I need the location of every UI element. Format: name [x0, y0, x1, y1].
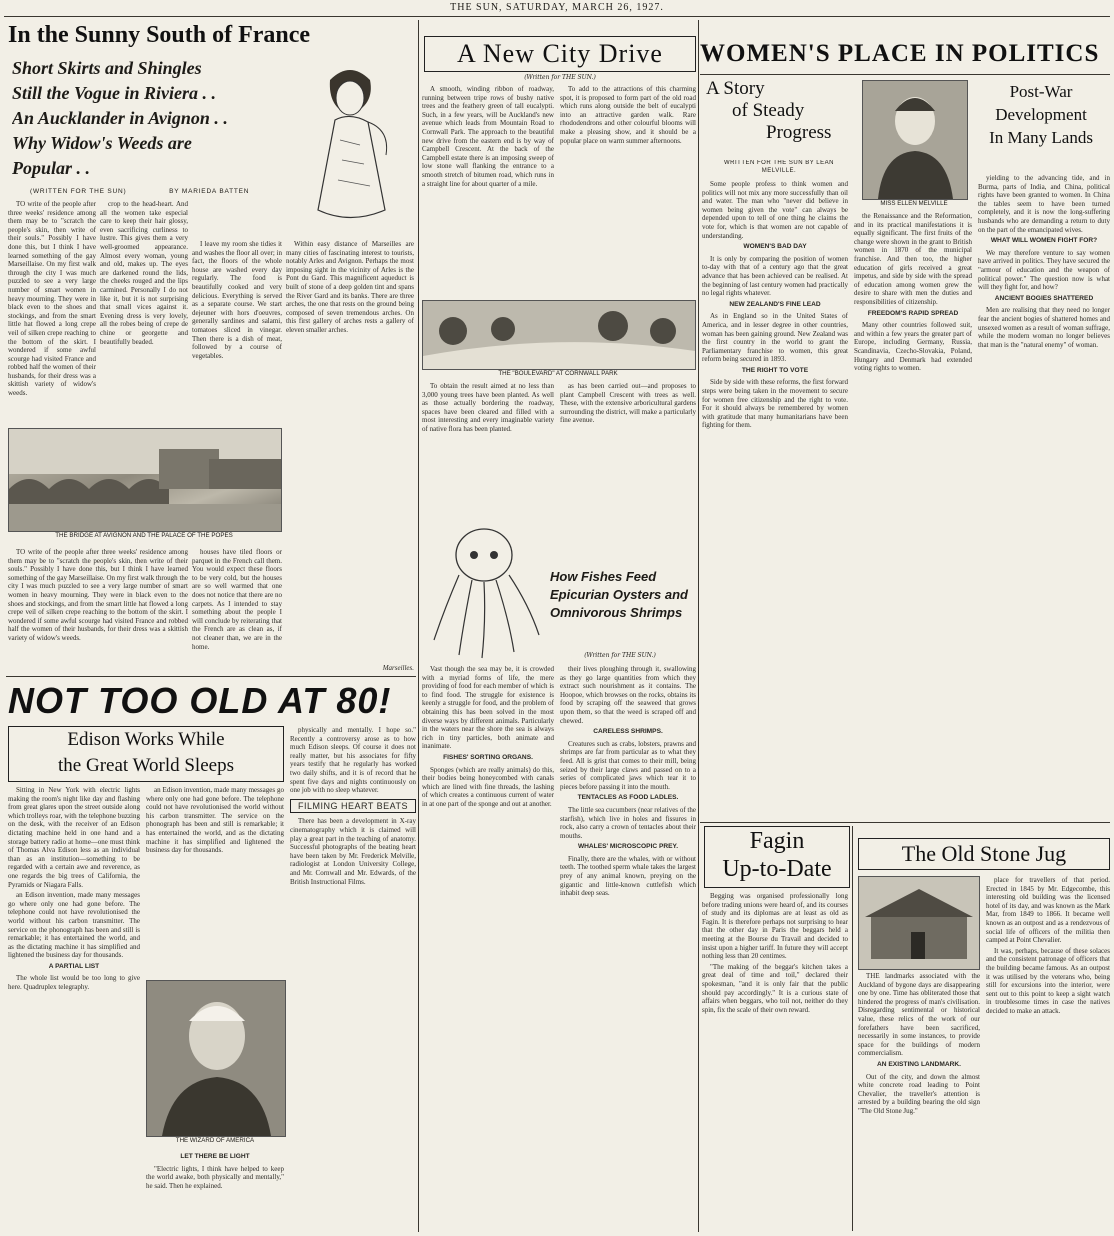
edison-col-3	[290, 726, 416, 1231]
citydrive-col-4-text: as has been carried out—and proposes to plant Campbell Crescent with trees as well. These, with the extensive arboricultural gardens surrounding the district, will make a particularly fine avenue.	[560, 382, 696, 425]
france-deck-line: Short Skirts and Shingles	[12, 58, 202, 78]
fishes-sub-4: WHALES' MICROSCOPIC PREY.	[577, 843, 679, 851]
edison-head-1: Edison Works While	[67, 729, 225, 750]
postwar-headline	[972, 80, 1110, 170]
women-story-line: A Story	[706, 78, 765, 99]
fagin-col-1	[702, 892, 848, 1231]
boulevard-caption: THE "BOULEVARD" AT CORNWALL PARK	[498, 370, 618, 377]
citydrive-col-2-text: To add to the attractions of this charming spot, it is proposed to form part of the old road which runs along outside the belt of eucalypti into an attractive garden walk. Rare rhododendrons and other colourful blooms will make a pleasing show, and it should be a popular place on warm summer afternoons.	[560, 85, 696, 145]
fagin-headline-box	[704, 826, 850, 888]
france-col-1-text: TO write of the people after three weeks' residence among them may be to "scratch the people's skin, then write of their souls." Possibly I have done this, but I think I have learned something of the gay Marseillaise. On my first walk through the city I was much puzzled to see a very large number of smart women in heavy mourning. They were in black even to the shoes and stockings, and from the smart little hat flowed a long crepe veil of silken crepe reaching to the bottom of the skirt. I wondered if some awful scourge had visited France and robbed half the women of their husbands, for their dress was a skittish variety of widow's weeds.	[8, 200, 96, 398]
citydrive-col-2	[560, 85, 696, 300]
edison-col-1-text-cont: an Edison invention, made many messages go where only one had gone before. The telephone could not have revolutionised the world without his carbon transmitter. The service on the phonograph has been and still is remarkable; it has entertained the world, and as the dictating machine it has simplified and lightened the business day for thousands.	[8, 891, 140, 960]
edison-col-3b-text: There has been a development in X-ray cinematography which it is claimed will play a great part in the teaching of anatomy. Successful photographs of the beating heart have been taken by Mr. Frederick Melville, radiologist at London University College, and Mr. Cornwall and Mr. Edwards, of the British Instructional Films.	[290, 817, 416, 886]
postwar-line: Development	[995, 105, 1087, 124]
stonejug-col-1	[858, 972, 980, 1231]
france-col-1	[8, 200, 96, 425]
fagin-col-2-text: "The making of the beggar's kitchen takes a great deal of time and toil," declared their spokesman, "and it is only fair that the public should pay accordingly." It is a curious state of affairs when beggars, who toil not, neither do they spin, fix the scale of their own reward.	[702, 962, 848, 1014]
women-col-1c-text: As in England so in the United States of America, and in lesser degree in other countries, woman has been gaining ground. New Zealand was the first country in the world to grant the Parliamentary franchise to women, this great reform being secured in 1893.	[702, 312, 848, 364]
edison-col-2-text: an Edison invention, made many messages go where only one had gone before. The telephone could not have revolutionised the world without his carbon transmitter. The service on the phonograph has been and still is remarkable; it has entertained the world, and as the dictating machine it has simplified and lightened the business day for thousands.	[146, 786, 284, 855]
women-sub-shattered: ANCIENT BOGIES SHATTERED	[994, 294, 1094, 302]
fishes-col-1	[422, 665, 554, 1231]
women-sub-fight: WHAT WILL WOMEN FIGHT FOR?	[990, 237, 1098, 245]
fishes-sub-3: TENTACLES AS FOOD LADLES.	[577, 794, 679, 802]
edison-photo-caption: THE WIZARD OF AMERICA	[175, 1137, 255, 1144]
france-deck	[12, 56, 282, 184]
fagin-col-1-text: Begging was organised professionally long before trading unions were heard of, and its courses of study and its diplomas are at least as old as Fagin. It is therefore perhaps not surprising to hear that the other day in Paris the beggars held a meeting at the Bourse du Travail and decided to insist upon a higher tariff. In future they will accept nothing less than 20 centimes.	[702, 892, 848, 961]
column-rule	[698, 20, 699, 1232]
edison-col-1	[8, 786, 140, 1231]
france-col-2	[100, 200, 188, 425]
postwar-line: Post-War	[1009, 82, 1073, 101]
edison-sub-light: LET THERE BE LIGHT	[180, 1153, 250, 1160]
france-col-6	[8, 548, 188, 673]
women-sub-nz: NEW ZEALAND'S FINE LEAD	[729, 300, 821, 308]
women-col-2b-text: Many other countries followed suit, and within a few years the greater part of Europe, including Germany, Russia, Scandinavia, Czecho-Slovakia, Poland, Hungary and Denmark had extended voting rights to women.	[854, 321, 972, 373]
france-deck-line: An Aucklander in Avignon . .	[12, 108, 228, 128]
women-banner: WOMEN'S PLACE IN POLITICS	[700, 40, 1100, 67]
octopus-illustration	[424, 520, 546, 660]
edison-head-2: the Great World Sleeps	[58, 755, 234, 776]
edison-photo	[146, 980, 286, 1137]
stonejug-col-1-text: THE landmarks associated with the Auckland of bygone days are disappearing one by one. Time has obliterated those that hindered the progress of man's civilisation. Disregarding sentimental or historical value, these relics of the work of our forefathers have been sacrificed, necessarily in some instances, to provide space for the buildings of modern commercialism.	[858, 972, 980, 1058]
stonejug-col-2-text: place for travellers of that period. Erected in 1845 by Mr. Edgecombe, this interesting old building was the licensed hotel of its day, and was known as the Mark Mar, from 1849 to 1866. It became well known as an outpost and as a rendezvous of social life of officers of the militia then camped at Point Chevalier.	[986, 876, 1110, 945]
women-sub-freedom: FREEDOM'S RAPID SPREAD	[867, 309, 959, 317]
women-col-3c-text: Men are realising that they need no longer fear the ancient bogies of shattered homes and unsexed women as a result of woman suffrage, while the modern woman no longer believes that man is the "natural enemy" of woman.	[978, 306, 1110, 349]
citydrive-col-3-text: To obtain the result aimed at no less than 3,000 young trees have been planted. As well as those actually bordering the roadway, spaces have been cleared and filled with a most interesting and every imaginable variety of native flora has been planted.	[422, 382, 554, 433]
fishes-col-2c-text: The little sea cucumbers (near relatives of the starfish), which live in holes and fissures in rock, also carry a crown of tentacles about their mouths.	[560, 805, 696, 840]
masthead: THE SUN, SATURDAY, MARCH 26, 1927.	[450, 2, 664, 13]
stonejug-headline-box	[858, 838, 1110, 870]
france-col-6-text: TO write of the people after three weeks' residence among them may be to "scratch the people's skin, then write of their souls." Possibly I have done this, but I think I have learned something of the gay Marseillaise. On my first walk through the city I was much puzzled to see a very large number of smart women in heavy mourning. They were in black even to the shoes and stockings, and from the smart little hat flowed a long crepe veil of silken crepe reaching to the bottom of the skirt. I wondered if some awful scourge had visited France and robbed half the women of their husbands, for their dress was a skittish variety of widow's weeds.	[8, 548, 188, 642]
fishes-sub-2: CARELESS SHRIMPS.	[593, 728, 663, 736]
fishes-headline: How Fishes Feed Epicurian Oysters and Omnivorous Shrimps	[550, 569, 688, 620]
women-story-line: of Steady	[732, 100, 805, 121]
edison-top-rule	[6, 676, 416, 677]
edison-sub-partial: A PARTIAL LIST	[48, 962, 100, 970]
postwar-line: In Many Lands	[989, 128, 1093, 147]
women-story-line: Progress	[766, 122, 832, 143]
women-col-3	[978, 174, 1110, 820]
fagin-head-1: Fagin	[749, 828, 805, 854]
fishes-sub-1: FISHES' SORTING ORGANS.	[443, 753, 533, 761]
column-rule	[700, 822, 1110, 823]
fishes-col-2	[560, 665, 696, 1231]
women-col-1-text: Some people profess to think women and politics will not mix any more successfully than oil and water. The man who "never did believe in women being given the vote" can always be depended upon to tell of one thing he claims the vote for, which is that women are not capable of understanding.	[702, 180, 848, 240]
avignon-photo	[8, 428, 282, 532]
france-deck-line: Still the Vogue in Riviera . .	[12, 83, 217, 103]
women-col-1b-text: It is only by comparing the position of women to-day with that of a century ago that the great advance that has been achieved can be realised. At the beginning of last century women had practically no legal rights whatever.	[702, 254, 848, 298]
france-col-5-text: houses have tiled floors or parquet in the French call them. You would expect these floors to be very cold, but the houses are so well warmed that one does not notice that there are no carpets. As I intended to stay something about the people I will conclude by reiterating that the French are as clean as, if not cleaner than, we are in the home.	[192, 548, 282, 651]
edison-col-1-text: Sitting in New York with electric lights making the room's night like day and flashing from great glares upon the street outside along which trolleys roar, with the telephone buzzing on the desk, with the receiver of an Edison dictating machine held in one hand and a storage battery radio at home—one must think of Thomas Alva Edison less as an individual than as an institution—something to be regarded with a certain awe and reverence, as one regards the big trees of California, the Pyramids or Niagara Falls.	[8, 786, 140, 889]
stonejug-col-2	[986, 876, 1110, 1231]
edison-headline-box	[8, 726, 284, 782]
citydrive-headline: A New City Drive	[457, 39, 663, 68]
women-col-1	[702, 180, 848, 820]
women-banner-rule	[700, 74, 1110, 75]
women-sub-right: THE RIGHT TO VOTE	[741, 366, 809, 374]
stonejug-col-1b-text: Out of the city, and down the almost white concrete road leading to Point Chevalier, the traveller's attention is arrested by a building bearing the old sign "The Old Stone Jug."	[858, 1072, 980, 1115]
france-headline: In the Sunny South of France	[8, 22, 311, 48]
stonejug-col-2b-text: It was, perhaps, because of these solaces and the consistent patronage of officers that the building became famous. As an outpost it was utilised by the veterans who, being still for excursions into the interior, were sent out to this point to keep a sight watch in troublesome times in case the natives decided to make an attack.	[986, 946, 1110, 1015]
edison-col-3-text: "Electric lights, I think have helped to keep the world awake, both physically and mentally," he said. Then he explained.	[146, 1164, 284, 1190]
france-credit-text: (WRITTEN FOR THE SUN)	[30, 188, 127, 195]
citydrive-col-1-text: A smooth, winding ribbon of roadway, running between tripe rows of bushy native trees and the feathery green of tall eucalypti. Such, in a few years, will be Auckland's new avenue which leads from Mountain Road to Cornwall Park. The approach to the beautiful new drive from the eastern end is by way of Campbell Crescent. At the back of the Campbell estate there is an imposing sweep of low stone wall flanking the entrance to a smooth stretch of bitumen road, which runs in a straight line for about quarter of a mile.	[422, 85, 554, 188]
avignon-caption: THE BRIDGE AT AVIGNON AND THE PALACE OF THE POPES	[55, 532, 233, 539]
france-col-3	[192, 240, 282, 425]
citydrive-headline-box	[424, 36, 696, 72]
fashion-illustration	[290, 60, 410, 235]
france-col-3-text: I leave my room she tidies it and washes the floor all over; in fact, the floors of the whole house are washed every day regularly. The food is beautifully cooked and very delicious. Everything is served as a separate course. We start dejeuner with hors d'oeuvres, generally sardines and salami, tomatoes sliced in vinegar. Then there is a dish of meat, followed by a course of vegetables.	[192, 240, 282, 360]
ellen-melville-caption: MISS ELLEN MELVILLE	[880, 200, 948, 207]
france-byline: BY MARIEDA BATTEN	[169, 188, 250, 195]
fagin-head-2: Up-to-Date	[722, 856, 832, 882]
women-col-1d-text: Side by side with these reforms, the first forward steps were being taken in the movement to secure for women free citizenship and the right to vote. For it should always be remembered by women with gratitude that many humanitarians have been fighting for them.	[702, 378, 848, 430]
edison-col-2b-text: physically and mentally. I hope so." Recently a controversy arose as to how much Edison sleeps. Of course it does not really matter, but his associates for fifty years testify that he regularly has worked two daily shifts, and it is of record that he spent five days and nights continuously on one job with no sleep whatever.	[290, 726, 416, 795]
france-deck-line: Why Widow's Weeds are	[12, 133, 192, 153]
france-col-2-text: crop to the head-heart. And all the women take especial care to keep their hair glossy, even sacrificing curliness to lustre. This gives them a very well-groomed appearance. Almost every woman, young and old, makes up. The eyes are darkened round the lids, the cheeks rouged and the lips carmined. Personally I do not like it, but it is not surprising that small vices against it. Evening dress is very lovely, all the robes being of crepe de chine or georgette and beautifully beaded.	[100, 200, 188, 346]
france-signoff: Marseilles.	[382, 664, 414, 672]
stonejug-headline: The Old Stone Jug	[901, 841, 1067, 866]
france-col-5	[192, 548, 282, 673]
stonejug-photo	[858, 876, 980, 970]
column-rule	[852, 826, 853, 1231]
france-col-4-text: Within easy distance of Marseilles are many cities of fascinating interest to tourists, notably Arles and Avignon. Perhaps the most imposing sight in the vicinity of Arles is the Pont du Gard. This magnificent aqueduct is built of stone of a deep golden tint and spans the River Gard and its banks. There are three arches, the one that rests on the ground being composed of seven tremendous arches. On this first gallery of arches rests a gallery of eleven smaller arches.	[286, 240, 414, 334]
masthead-rule	[4, 16, 1110, 17]
citydrive-credit: (Written for THE SUN.)	[524, 74, 596, 81]
edison-col-2b	[146, 1150, 284, 1231]
women-byline: WRITTEN FOR THE SUN BY LEAN MELVILLE.	[724, 160, 834, 174]
france-credit	[30, 188, 290, 198]
women-col-3b-text: We may therefore venture to say women have arrived in politics. They have secured the "armour of education and the weapon of political power." The question now is what will they fight for, and how?	[978, 248, 1110, 292]
women-story-headline	[706, 78, 852, 160]
fishes-credit: (Written for THE SUN.)	[584, 652, 656, 659]
fishes-col-1-text: Vast though the sea may be, it is crowded with a myriad forms of life, the mere providing of food for each member of which is to find food. The struggle for existence is keenly a struggle for food, and the problem of obtaining this has been solved in the most diverse ways by different animals. Particularly in the waters near the shore the sea is always rich in tiny particles, both animate and inanimate.	[422, 665, 554, 751]
women-col-2	[854, 212, 972, 820]
fishes-col-2d-text: Finally, there are the whales, with or without teeth. The toothed sperm whale takes the largest prey of any animal known, preying on the gigantic and little-known cuttlefish which inhabit deep seas.	[560, 854, 696, 898]
france-col-4	[286, 240, 414, 520]
edison-sub-filming: FILMING HEART BEATS	[297, 800, 409, 811]
edison-col-1b-text: The whole list would be too long to give here. Quadruplex telegraphy.	[8, 974, 140, 992]
fishes-col-2-text: their lives ploughing through it, swallowing as they go large quantities from which they extract such nourishment as it contains. The Hoopoe, which browses on the rocks, obtains its food by scraping off the seaweed that grows upon them, so that the weed is scraped off and chewed.	[560, 665, 696, 725]
filming-heart-beats-box	[290, 799, 416, 814]
women-col-2-text: the Renaissance and the Reformation, and in its practical manifestations it is equally significant. The first fruits of the change were shown in the grant to British women in 1870 of the municipal franchise. And then too, the higher education of girls received a great impetus, and side by side with the spread of education among women grew the desire to share with men the duties and responsibilities of citizenship.	[854, 212, 972, 306]
women-sub-badday: WOMEN'S BAD DAY	[743, 243, 807, 251]
women-col-3-text: yielding to the advancing tide, and in Burma, parts of India, and China, political rights have been granted to women. In China the tables seem to have been turned completely, and it is now the long-suffering husbands who are demanding a return to duty on the part of the emancipated wives.	[978, 174, 1110, 234]
edison-col-2	[146, 786, 284, 976]
fishes-col-2b-text: Creatures such as crabs, lobsters, prawns and shrimps are far from particular as to what they feed. All is grist that comes to their mill, being seized by their large claws and passed on to a series of complicated jaws which tear it to pieces before passing it into the mouth.	[560, 739, 696, 791]
fishes-col-1b-text: Sponges (which are really animals) do this, their bodies being honeycombed with canals which are lined with fine threads, the lashing of which creates a continuous current of water in at one part of the sponge and out at another.	[422, 765, 554, 808]
edison-banner: NOT TOO OLD AT 80!	[8, 680, 392, 721]
boulevard-photo	[422, 300, 696, 370]
france-deck-line: Popular . .	[12, 158, 91, 178]
column-rule	[418, 20, 419, 1232]
citydrive-col-4	[560, 382, 696, 527]
stonejug-sub-existing: AN EXISTING LANDMARK.	[877, 1060, 961, 1068]
ellen-melville-photo	[862, 80, 968, 200]
